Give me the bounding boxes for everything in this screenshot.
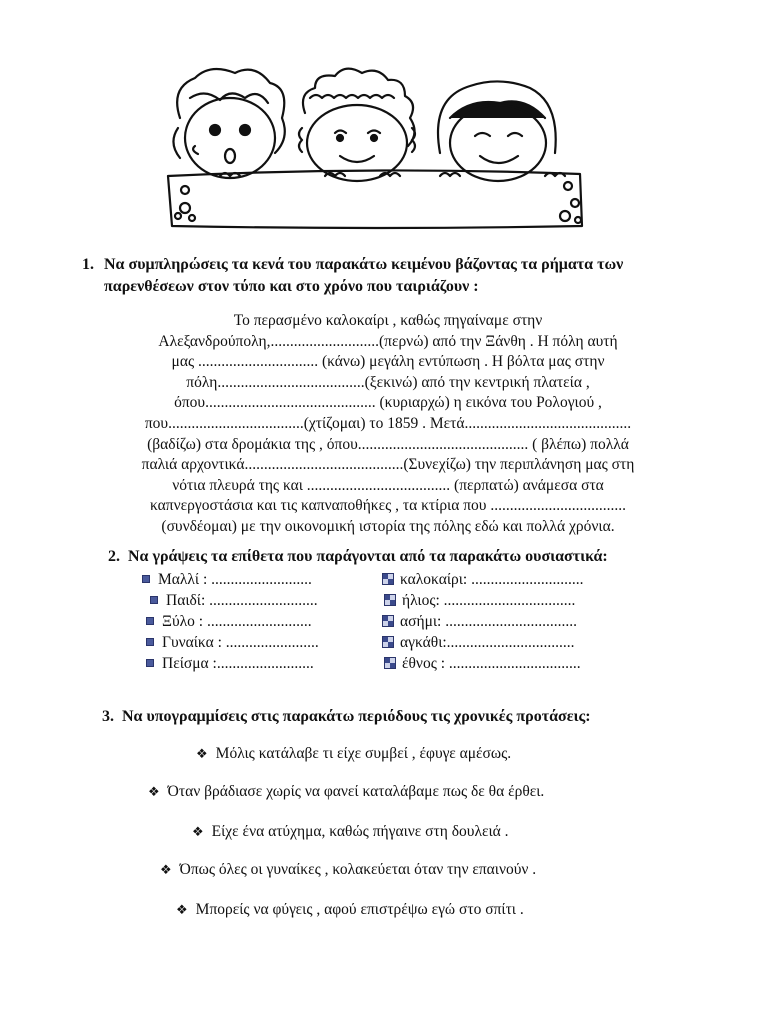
- diamond-bullet-icon: ❖: [176, 903, 188, 918]
- noun-item: [384, 590, 575, 611]
- diamond-bullet-icon: ❖: [160, 863, 172, 878]
- passage-line: (βαδίζω) στα δρομάκια της , όπου............................................ ( βλέπω) πολλά: [147, 435, 629, 453]
- sentence-item: [148, 782, 544, 803]
- sentence-item: [196, 744, 511, 765]
- noun-text: Μαλλί : ..........................: [158, 571, 312, 588]
- passage-line: Το περασμένο καλοκαίρι , καθώς πηγαίναμε στην: [233, 312, 543, 329]
- diamond-bullet-icon: ❖: [192, 825, 204, 840]
- diamond-bullet-icon: ❖: [148, 785, 160, 800]
- exercise-2-number: 2.: [108, 548, 120, 565]
- noun-text: Παιδί: ............................: [166, 592, 318, 609]
- passage-line: μας ............................... (κάνω) μεγάλη εντύπωση . Η βόλτα μας στην: [171, 353, 605, 371]
- exercise-2-title: [108, 546, 608, 568]
- noun-item: [150, 590, 318, 611]
- sentence-text: Όταν βράδιασε χωρίς να φανεί καταλάβαμε πως δε θα έρθει.: [167, 783, 545, 800]
- diamond-bullet-icon: ❖: [196, 747, 208, 762]
- square-bullet-icon: [146, 617, 154, 625]
- square-bullet-icon: [150, 596, 158, 604]
- exercise-3-title: [102, 706, 591, 728]
- noun-text: ήλιος: ..................................: [402, 592, 576, 609]
- square-bullet-icon: [146, 659, 154, 667]
- noun-item: [146, 653, 314, 674]
- square-bullet-icon: [142, 575, 150, 583]
- noun-item: [142, 569, 312, 590]
- exercise-3-number: 3.: [102, 708, 114, 725]
- sentence-item: [160, 860, 536, 881]
- sentence-text: Όπως όλες οι γυναίκες , κολακεύεται όταν την επαινούν .: [179, 861, 537, 878]
- noun-text: Πείσμα :.........................: [162, 655, 314, 672]
- noun-item: [146, 611, 312, 632]
- noun-item: [146, 632, 319, 653]
- checker-bullet-icon: [382, 636, 394, 648]
- exercise-3-title-text: Να υπογραμμίσεις στις παρακάτω περιόδους τις χρονικές προτάσεις:: [122, 708, 591, 725]
- exercise-1-title-line-1: Να συμπληρώσεις τα κενά του παρακάτω κειμένου βάζοντας τα ρήματα των: [104, 256, 624, 273]
- noun-text: αγκάθι:.................................: [400, 634, 575, 651]
- noun-item: [382, 632, 575, 653]
- fill-in-passage: [88, 311, 688, 538]
- passage-line: όπου............................................ (κυριαρχώ) η εικόνα του Ρολογιού ,: [174, 394, 602, 412]
- checker-bullet-icon: [382, 573, 394, 585]
- passage-line: (συνδέομαι) με την οικονομική ιστορία της πόλης εδώ και πολλά χρόνια.: [161, 517, 615, 535]
- passage-line: πόλη......................................(ξεκινώ) από την κεντρική πλατεία ,: [186, 373, 590, 391]
- exercise-2-title-text: Να γράψεις τα επίθετα που παράγονται από τα παρακάτω ουσιαστικά:: [128, 548, 608, 565]
- exercise-1-title-line-2: παρενθέσεων στον τύπο και στο χρόνο που ταιριάζουν :: [104, 278, 479, 295]
- square-bullet-icon: [146, 638, 154, 646]
- checker-bullet-icon: [384, 594, 396, 606]
- checker-bullet-icon: [384, 657, 396, 669]
- noun-item: [382, 611, 577, 632]
- noun-text: έθνος : ..................................: [402, 655, 581, 672]
- passage-line: παλιά αρχοντικά.........................................(Συνεχίζω) την περιπλάνηση μας στη: [141, 456, 635, 474]
- exercise-1-title: [82, 254, 702, 298]
- noun-text: ασήμι: ..................................: [400, 613, 577, 630]
- sentence-text: Μόλις κατάλαβε τι είχε συμβεί , έφυγε αμέσως.: [215, 745, 512, 762]
- checker-bullet-icon: [382, 615, 394, 627]
- noun-text: Γυναίκα : ........................: [162, 634, 319, 651]
- noun-text: καλοκαίρι: .............................: [400, 571, 584, 588]
- noun-item: [382, 569, 584, 590]
- passage-line: Αλεξανδρούπολη,............................(περνώ) από την Ξάνθη . Η πόλη αυτή: [158, 332, 618, 350]
- sentence-text: Μπορείς να φύγεις , αφού επιστρέψω εγώ στο σπίτι .: [195, 901, 524, 918]
- sentence-text: Είχε ένα ατύχημα, καθώς πήγαινε στη δουλειά .: [211, 823, 509, 840]
- noun-item: [384, 653, 581, 674]
- sentence-item: [176, 900, 524, 921]
- exercise-1-number: 1.: [82, 256, 94, 273]
- sentence-item: [192, 822, 509, 843]
- noun-text: Ξύλο : ...........................: [162, 613, 312, 630]
- passage-line: καπνεργοστάσια και τις καπναποθήκες , τα κτίρια που ...................................: [150, 497, 626, 515]
- three-children-faces-with-sign-icon: [150, 58, 600, 238]
- passage-line: που...................................(χτίζομαι) το 1859 . Μετά...........................................: [144, 414, 632, 432]
- passage-line: νότια πλευρά της και ..................................... (περπατώ) ανάμεσα στα: [172, 476, 604, 494]
